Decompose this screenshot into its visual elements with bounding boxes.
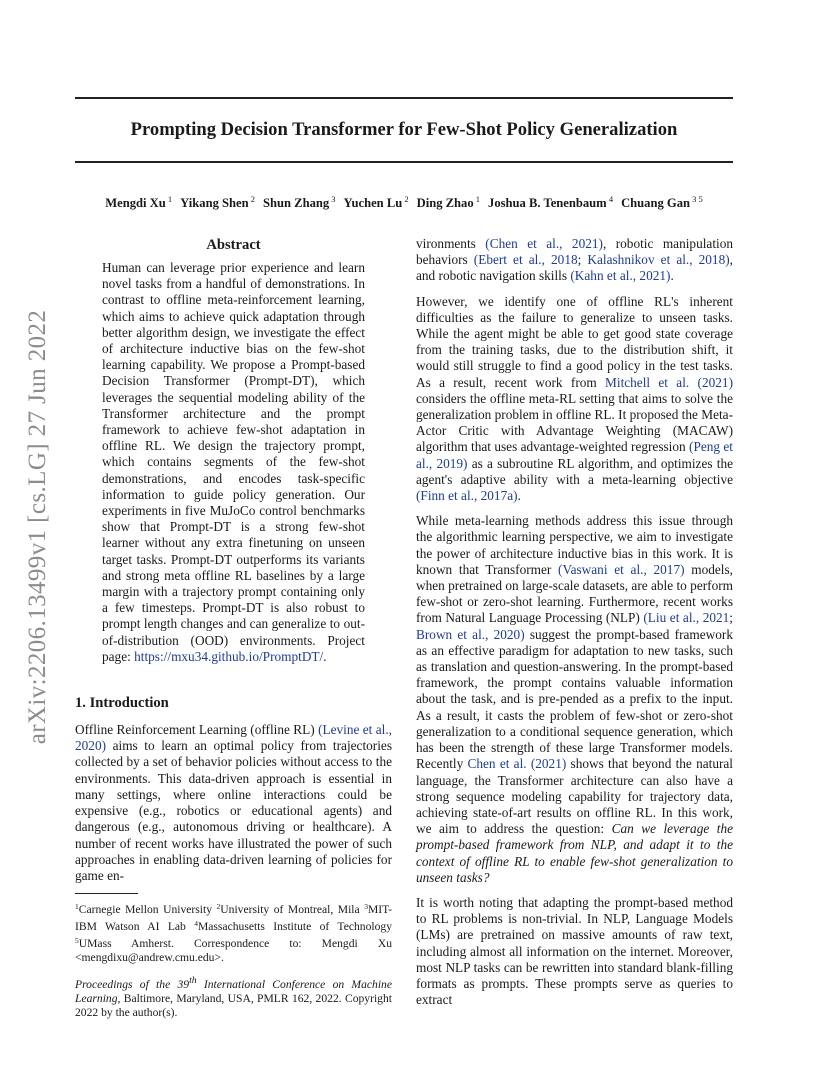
abstract-end: .: [323, 648, 327, 664]
intro-paragraph-1-cont: vironments (Chen et al., 2021), robotic manipulation behaviors (Ebert et al., 2018; Kalashnikov et al., 2018), and robotic navigation skills (Kahn et al., 2021).: [416, 236, 734, 284]
citation-link[interactable]: (Kahn et al., 2021): [570, 268, 671, 284]
author-name: Joshua B. Tenenbaum $^4$: [488, 194, 614, 210]
citation-link[interactable]: (Vaswani et al., 2017): [558, 561, 685, 577]
author-name: Ding Zhao $^1$: [416, 194, 481, 210]
citation-link[interactable]: (Ebert et al., 2018: [473, 252, 578, 268]
abstract-heading: Abstract: [206, 237, 261, 253]
author-name: Yikang Shen $^2$: [180, 194, 255, 210]
author-name: Mengdi Xu $^1$: [105, 194, 173, 210]
author-name: Chuang Gan $^{3 5}$: [621, 194, 703, 210]
citation-link[interactable]: Brown et al., 2020): [416, 626, 525, 642]
author-name: Shun Zhang $^3$: [263, 194, 336, 210]
intro-paragraph-3: While meta-learning methods address this issue through the algorithmic learning perspective, we aim to investigate the power of architecture inductive bias in this work. It is known that Transformer (Vaswani et al., 2017) models, when pretrained on large-scale datasets, are able to perform few-shot or zero-shot learning. Furthermore, recent works from Natural Language Processing (NLP) (Liu et al., 2021; Brown et al., 2020) suggest the prompt-based framework as an effective paradigm for adaptation to new tasks, such as translation and question-answering. In the prompt-based framework, the prompt contains valuable information about the task, and is pre-pended as a prefix to the input. As a result, it casts the problem of few-shot or zero-shot generalization to a conditional sequence generation, which has been the strength of these large Transformer models. Recently Chen et al. (2021) shows that beyond the natural language, the Transformer architecture can also have a strong sequence modeling capability for trajectory data, achieving state-of-art results on offline RL. In this work, we aim to address the question: Can we leverage the prompt-based framework from NLP, and adapt it to the context of offline RL to enable few-shot generalization to unseen tasks?: [416, 513, 733, 885]
author-list: [40, 190, 768, 212]
citation-link[interactable]: (Finn et al., 2017a): [416, 488, 518, 504]
arxiv-stamp: arXiv:2206.13499v1 [cs.LG] 27 Jun 2022: [24, 309, 51, 745]
right-column: [416, 236, 733, 1017]
citation-link[interactable]: Kalashnikov et al., 2018): [587, 252, 730, 268]
intro-paragraph-2: However, we identify one of offline RL's inherent difficulties as the failure to generalize to unseen tasks. While the agent might be able to get good state coverage from the training tasks, due to the distribution shift, it would still struggle to find a good policy in the test tasks. As a result, recent work from Mitchell et al. (2021) considers the offline meta-RL setting that aims to solve the generalization problem in offline RL. It proposed the Meta-Actor Critic with Advantage Weighting (MACAW) algorithm that uses advantage-weighted regression (Peng et al., 2019) as a subroutine RL algorithm, and optimizes the agent's adaptive ability with a meta-learning objective (Finn et al., 2017a).: [416, 293, 733, 504]
author-name: Yuchen Lu $^2$: [343, 194, 409, 210]
affiliation-footnote: $^1$Carnegie Mellon University $^2$University of Montreal, Mila $^3$MIT-IBM Watson AI Lab $^4$Massachusetts Institute of Technology $^5$UMass Amherst. Correspondence to: Mengdi Xu <mengdixu@andrew.cmu.edu>.: [75, 902, 392, 965]
intro-heading: 1. Introduction: [75, 695, 169, 712]
intro-paragraph-1: Offline Reinforcement Learning (offline RL) (Levine et al., 2020) aims to learn an optimal policy from trajectories collected by a set of behavior policies without access to the environments. This data-driven approach is essential in many settings, where online interactions could be expensive (e.g., robotics or educational agents) and dangerous (e.g., autonomous driving or healthcare). A number of recent works have illustrated the power of such approaches in enabling data-driven learning of policies for game en-: [75, 722, 392, 883]
arxiv-sidebar: [24, 292, 52, 762]
title-rule-bottom: [75, 161, 733, 163]
citation-link[interactable]: (Chen et al., 2021): [485, 236, 603, 251]
intro-paragraph-4: It is worth noting that adapting the prompt-based method to RL problems is non-trivial. In NLP, Language Models (LMs) are pretrained on massive amounts of raw text, including almost all information on the internet. Moreover, most NLP tasks can be rewritten into standard blank-filling formats as prompts. These prompts serve as queries to extract: [416, 894, 733, 1008]
citation-link[interactable]: Mitchell et al. (2021): [605, 374, 733, 390]
footnote-rule: [75, 893, 138, 894]
abstract-body: [102, 260, 365, 665]
left-column: [75, 236, 392, 1020]
abstract-text: Human can leverage prior experience and learn novel tasks from a handful of demonstrations. In contrast to offline meta-reinforcement learning, which aims to achieve quick adaptation through better algorithm design, we investigate the effect of architecture inductive bias on the few-shot learning capability. We propose a Prompt-based Decision Transformer (Prompt-DT), which leverages the sequential modeling ability of the Transformer architecture and the prompt framework to achieve few-shot adaptation in offline RL. We design the trajectory prompt, which contains segments of the few-shot demonstrations, and encodes task-specific information to guide policy generation. Our experiments in five MuJoCo control benchmarks show that Prompt-DT is a strong few-shot learner without any extra finetuning on unseen target tasks. Prompt-DT outperforms its variants and strong meta offline RL baselines by a large margin with a trajectory prompt containing only a few timesteps. Prompt-DT is also robust to prompt length changes and can generalize to out-of-distribution (OOD) environments. Project page:: [102, 260, 365, 664]
paper-title: Prompting Decision Transformer for Few-Shot Policy Generalization: [130, 119, 678, 140]
proceedings-note: Proceedings of the 39th International Conference on Machine Learning, Baltimore, Maryland, USA, PMLR 162, 2022. Copyright 2022 by the author(s).: [75, 975, 392, 1019]
citation-link[interactable]: (Levine et al., 2020): [75, 722, 392, 754]
citation-link[interactable]: (Liu et al., 2021: [643, 610, 730, 626]
citation-link[interactable]: Chen et al. (2021): [467, 756, 567, 772]
project-page-link[interactable]: https://mxu34.github.io/PromptDT/: [134, 648, 324, 664]
title-rule-top: [75, 97, 733, 99]
citation-link[interactable]: (Peng et al., 2019): [416, 439, 733, 471]
